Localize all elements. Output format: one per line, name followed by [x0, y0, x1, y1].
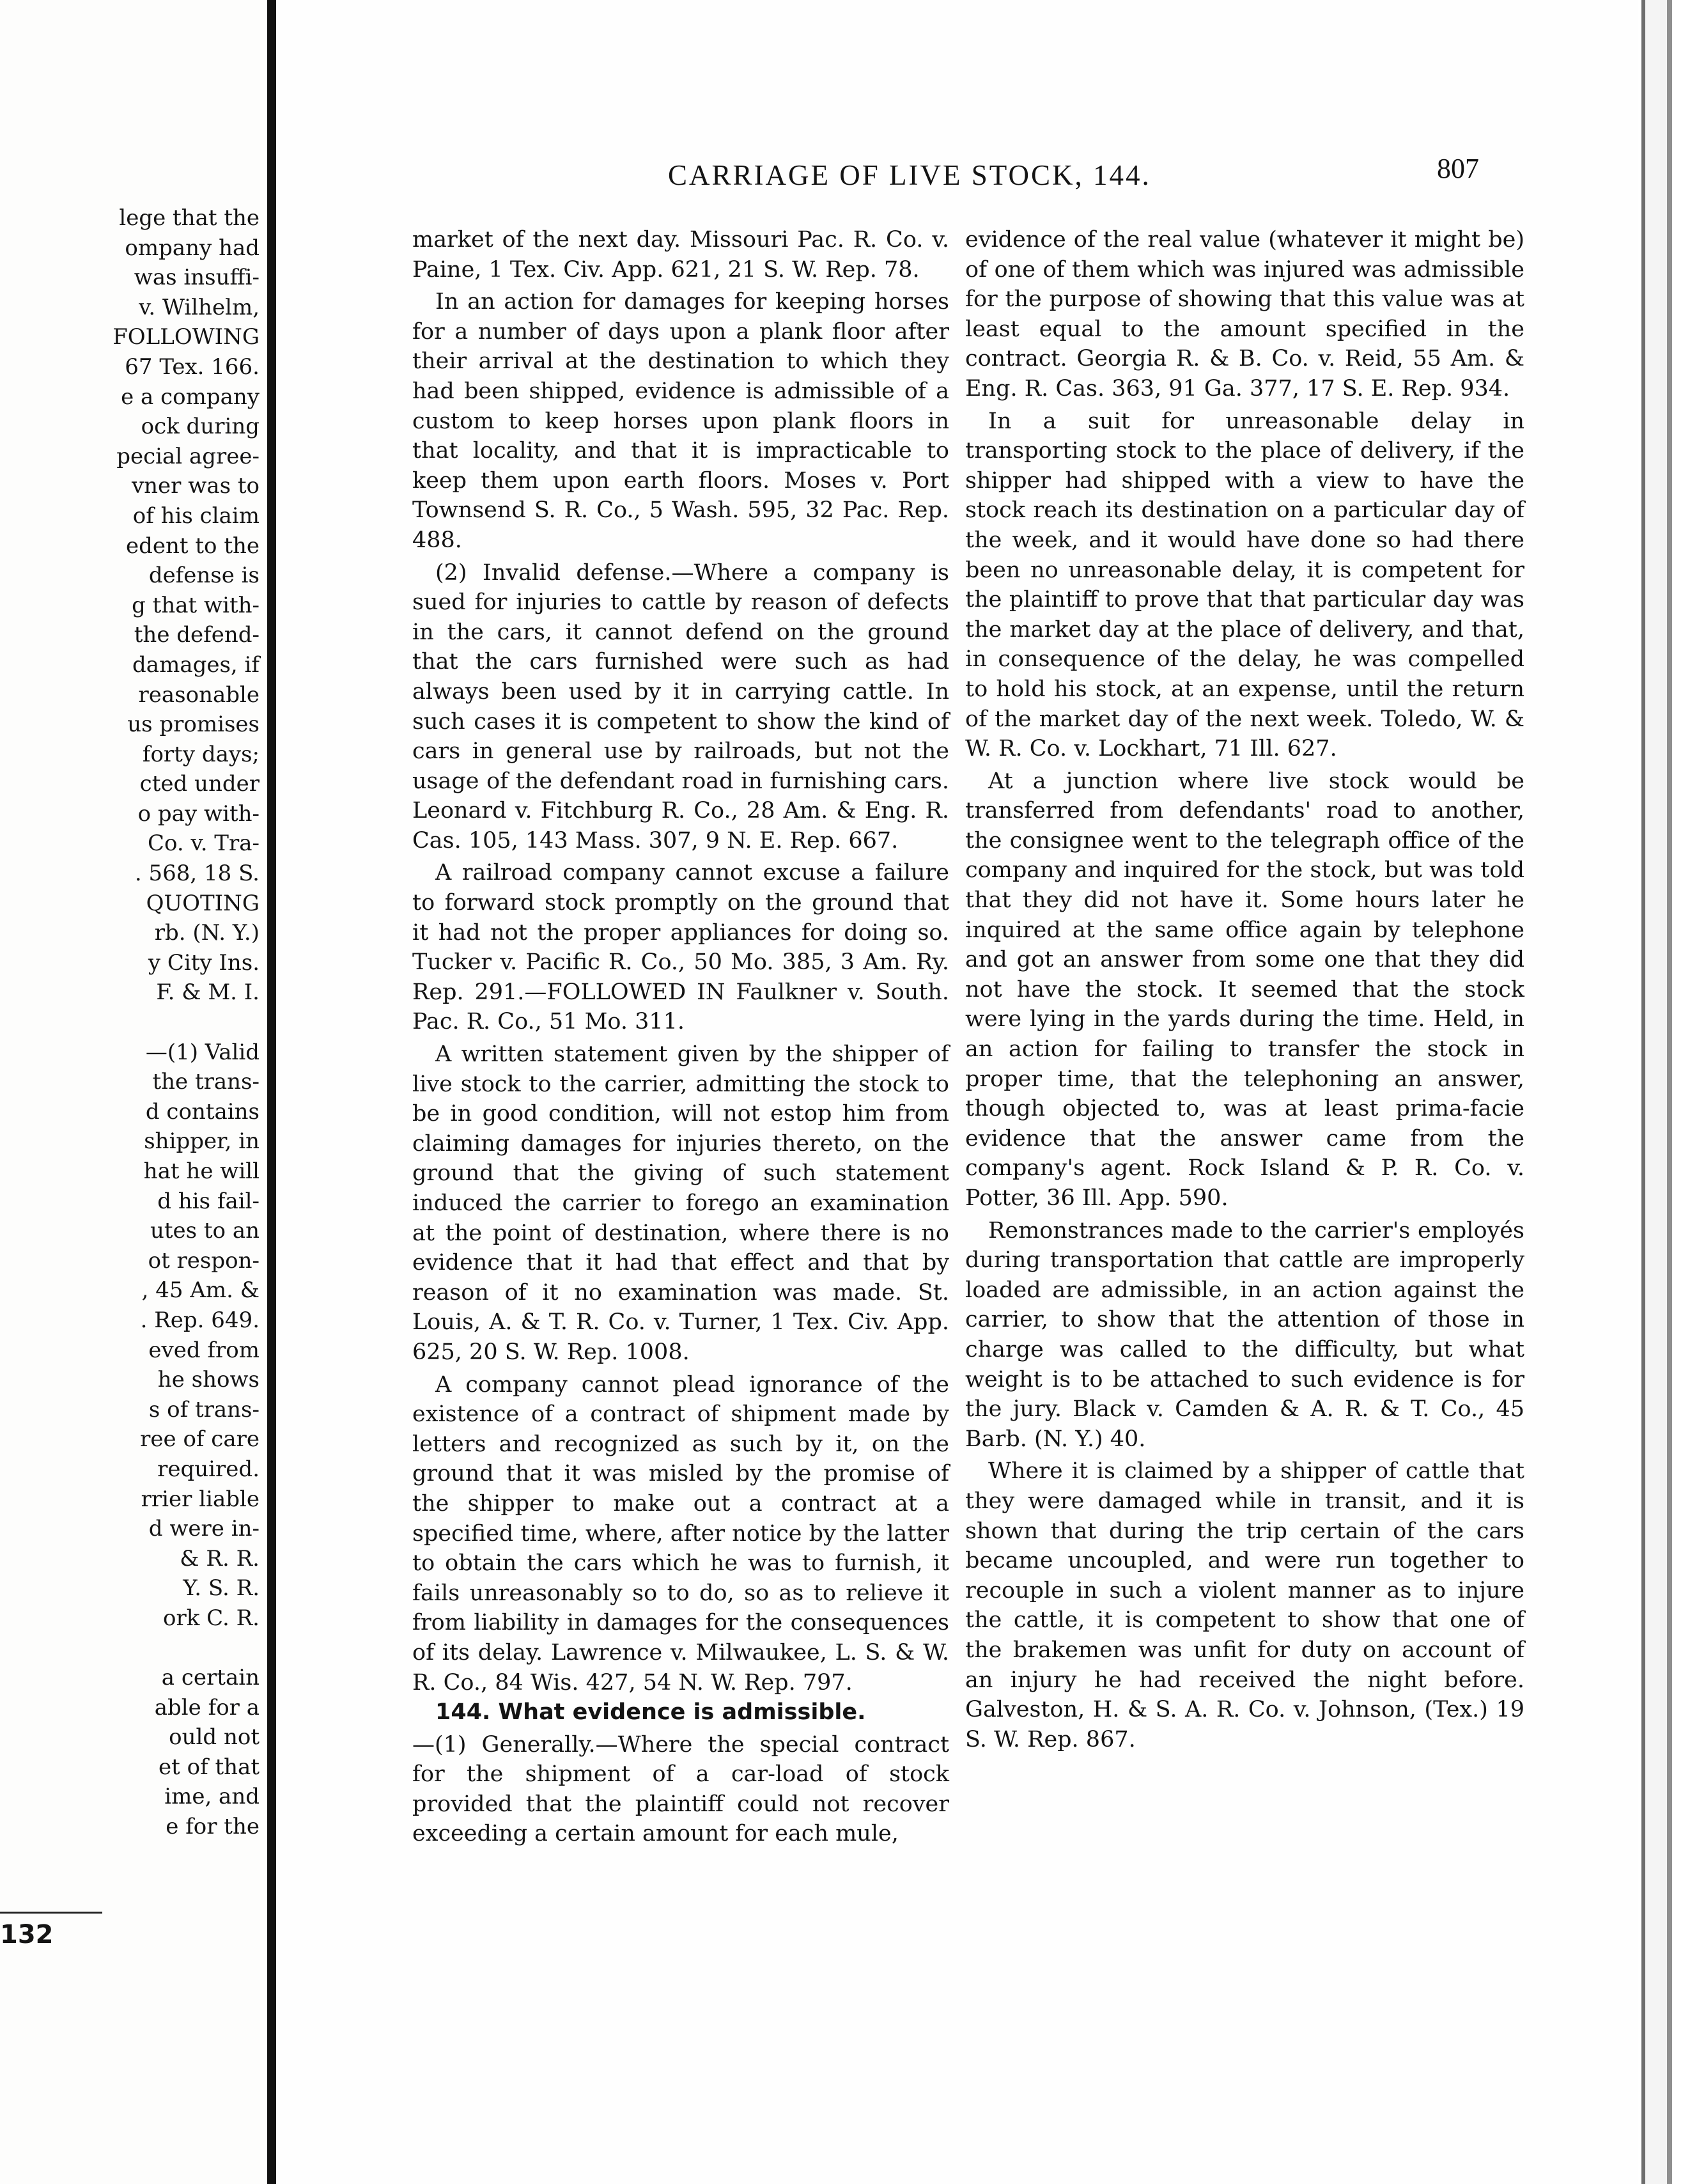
left-page-line: g that with-: [132, 592, 260, 618]
paragraph: In an action for damages for keeping horses for a number of days upon a plank floor after their arrival at the destination to which they had been shipped, evidence is admissible of a custom to keep horses upon plank floors in that locality, and that it is impracticable to keep them upon earth floors. Moses v. Port Townsend S. R. Co., 5 Wash. 595, 32 Pac. Rep. 488.: [412, 289, 949, 553]
paragraph: Remonstrances made to the carrier's employés during transportation that cattle are improperly loaded are admissible, in an action against the carrier, to show that the attention of those in charge was called to the difficulty, but what weight is to be attached to such evidence is for the jury. Black v. Camden & A. R. & T. Co., 45 Barb. (N. Y.) 40.: [965, 1217, 1524, 1452]
left-column: [412, 225, 949, 1849]
left-page-fragment: [0, 0, 267, 2184]
right-column: [965, 225, 1524, 1754]
left-page-line: utes to an: [150, 1218, 260, 1244]
left-page-line: of his claim: [132, 503, 260, 529]
left-page-line: y City Ins.: [148, 949, 260, 976]
left-page-line: F. & M. I.: [156, 979, 260, 1006]
left-page-line: ime, and: [164, 1784, 260, 1810]
left-page-line: FOLLOWING: [112, 324, 260, 350]
left-page-line: d contains: [145, 1098, 260, 1125]
left-page-line: QUOTING: [146, 890, 260, 916]
left-page-line: edent to the: [126, 533, 260, 559]
section-text: —(1) Generally.—Where the special contract for the shipment of a car-load of stock provided that the plaintiff could not recover exceeding a certain amount for each mule,: [412, 1731, 949, 1847]
left-page-line: e for the: [166, 1814, 260, 1840]
paragraph: (2) Invalid defense.—Where a company is sued for injuries to cattle by reason of defects in the cars, it cannot defend on the ground that the cars furnished were such as had always been used by it in carrying cattle. In such cases it is competent to show the kind of cars in general use by railroads, but not the usage of the defendant road in furnishing cars. Leonard v. Fitchburg R. Co., 28 Am. & Eng. R. Cas. 105, 143 Mass. 307, 9 N. E. Rep. 667.: [412, 559, 949, 854]
left-page-line: v. Wilhelm,: [139, 294, 260, 320]
left-page-line: damages, if: [132, 651, 260, 678]
left-page-line: e a company: [121, 384, 260, 410]
left-page-line: the trans-: [152, 1069, 260, 1095]
left-page-line: ompany had: [125, 235, 260, 261]
left-page-line: vner was to: [131, 473, 260, 499]
left-page-line: shipper, in: [144, 1128, 260, 1155]
left-page-line: s of trans-: [148, 1396, 260, 1423]
left-page-line: forty days;: [142, 741, 260, 767]
left-page-line: d were in-: [148, 1516, 260, 1542]
left-page-line: cted under: [139, 771, 260, 797]
left-page-line: able for a: [154, 1694, 260, 1720]
page-number: 807: [1437, 153, 1479, 184]
paragraph: A railroad company cannot excuse a failure to forward stock promptly on the ground that it had not the proper appliances for doing so. Tucker v. Pacific R. Co., 50 Mo. 385, 3 Am. Ry. Rep. 291.—FOLLOWED IN Faulkner v. South. Pac. R. Co., 51 Mo. 311.: [412, 860, 949, 1035]
left-page-line: us promises: [127, 712, 260, 738]
left-page-line: ock during: [141, 414, 260, 440]
left-page-signature-number: 132: [0, 1920, 54, 1949]
section-heading: 144. What evidence is admissible.: [435, 1699, 866, 1726]
paragraph: market of the next day. Missouri Pac. R. Co. v. Paine, 1 Tex. Civ. App. 621, 21 S. W. Rep. 78.: [412, 227, 949, 283]
left-page-line: required.: [157, 1456, 260, 1482]
section-paragraph: [412, 1697, 949, 1728]
left-page-line: Co. v. Tra-: [148, 831, 260, 857]
left-page-line: reasonable: [138, 682, 260, 708]
left-page-line: defense is: [148, 563, 260, 589]
left-page-line: & R. R.: [180, 1545, 260, 1572]
running-header: CARRIAGE OF LIVE STOCK, 144.: [668, 159, 1151, 191]
left-page-line: rrier liable: [141, 1486, 260, 1512]
left-page-line: the defend-: [134, 622, 260, 648]
left-page-line: rb. (N. Y.): [154, 920, 260, 946]
left-page-line: hat he will: [143, 1158, 260, 1184]
paragraph: At a junction where live stock would be transferred from defendants' road to another, the consignee went to the telegraph office of the company and inquired for the stock, but was told that they did not have it. Some hours later he inquired at the same office again by telephone and got an answer from some one that they did not have the stock. It seemed that the stock were lying in the yards during the time. Held, in an action for failing to transfer the stock in proper time, that the telephoning an answer, though objected to, was at least prima-facie evidence that the answer came from the company's agent. Rock Island & P. R. Co. v. Potter, 36 Ill. App. 590.: [965, 768, 1524, 1211]
paragraph: In a suit for unreasonable delay in transporting stock to the place of delivery, if the shipper had shipped with a view to have the stock reach its destination on a particular day of the week, and it would have done so had there been no unreasonable delay, it is competent for the plaintiff to prove that that particular day was the market day at the place of delivery, and that, in consequence of the delay, he was compelled to hold his stock, at an expense, until the return of the market day of the next week. Toledo, W. & W. R. Co. v. Lockhart, 71 Ill. 627.: [965, 408, 1524, 762]
left-page-line: , 45 Am. &: [141, 1277, 260, 1304]
left-page-line: ould not: [169, 1724, 260, 1751]
left-page-line: was insuffi-: [134, 265, 260, 291]
left-page-line: ot respon-: [148, 1247, 260, 1274]
left-page-footer-rule: [0, 1912, 102, 1914]
left-page-line: et of that: [159, 1754, 260, 1780]
left-page-line: ree of care: [140, 1426, 260, 1453]
left-page-line: [0, 1634, 260, 1664]
paragraph: A written statement given by the shipper of live stock to the carrier, admitting the stock to be in good condition, will not estop him from claiming damages for injuries thereto, on the ground that the giving of such statement induced the carrier to forego an examination at the point of destination, where there is no evidence that it had that effect and that by reason of it no examination was made. St. Louis, A. & T. R. Co. v. Turner, 1 Tex. Civ. App. 625, 20 S. W. Rep. 1008.: [412, 1041, 949, 1365]
left-page-line: d his fail-: [157, 1188, 260, 1214]
left-page-line: lege that the: [119, 205, 260, 231]
left-page-text: [0, 203, 260, 1842]
left-page-line: . 568, 18 S.: [134, 861, 260, 887]
paragraph: Where it is claimed by a shipper of cattle that they were damaged while in transit, and it is shown that during the trip certain of the cars became uncoupled, and were run together to recouple in such a violent manner as to injure the cattle, it is competent to show that one of the brakemen was unfit for duty on account of an injury he had received the night before. Galveston, H. & S. A. R. Co. v. Johnson, (Tex.) 19 S. W. Rep. 867.: [965, 1458, 1524, 1752]
left-page-line: —(1) Valid: [145, 1039, 260, 1065]
left-page-line: . Rep. 649.: [140, 1307, 260, 1333]
page-edge: [1641, 0, 1690, 2184]
paragraph: A company cannot plead ignorance of the existence of a contract of shipment made by letters and recognized as such by it, on the ground that it was misled by the promise of the shipper to make out a contract at a specified time, where, after notice by the latter to obtain the cars which he was to furnish, it fails unreasonably so to do, so as to relieve it from liability in damages for the consequences of its delay. Lawrence v. Milwaukee, L. S. & W. R. Co., 84 Wis. 427, 54 N. W. Rep. 797.: [412, 1371, 949, 1696]
left-page-line: he shows: [157, 1367, 260, 1393]
left-page-line: a certain: [161, 1665, 260, 1691]
book-gutter: [267, 0, 276, 2184]
left-page-line: 67 Tex. 166.: [125, 354, 260, 380]
left-page-line: o pay with-: [137, 800, 260, 827]
left-page-line: ork C. R.: [163, 1605, 260, 1631]
left-page-line: pecial agree-: [116, 443, 260, 469]
left-page-line: eved from: [148, 1337, 260, 1363]
left-page-line: Y. S. R.: [183, 1575, 260, 1602]
left-page-line: [0, 1008, 260, 1038]
paragraph: evidence of the real value (whatever it might be) of one of them which was injured was admissible for the purpose of showing that this value was at least equal to the amount specified in the contract. Georgia R. & B. Co. v. Reid, 55 Am. & Eng. R. Cas. 363, 91 Ga. 377, 17 S. E. Rep. 934.: [965, 227, 1524, 402]
